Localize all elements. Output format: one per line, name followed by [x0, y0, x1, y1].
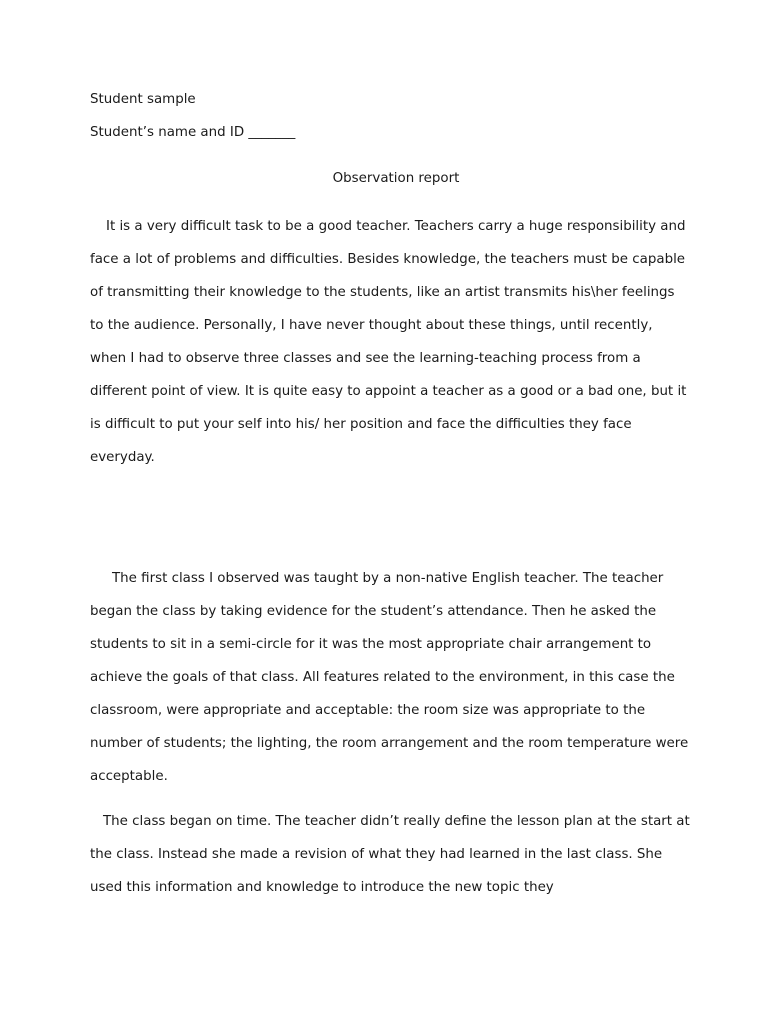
paragraph-first-class: The first class I observed was taught by a non-native English teacher. The teacher began the class by taking evidence for the student’s attendance. Then he asked the students to sit in a semi-circle for it was the most appropriate chair arrangement to achieve the goals of that class. All features related to the environment, in this case the classroom, were appropriate and acceptable: the room size was appropriate to the number of students; the lighting, the room arrangement and the room temperature were acceptable. [90, 571, 689, 784]
document-body [90, 91, 690, 904]
report-title: Observation report [332, 171, 460, 186]
paragraph-class-began: The class began on time. The teacher didn’t really define the lesson plan at the start at the class. Instead she made a revision of what they had learned in the last class. She used this information and knowledge to introduce the new topic they [90, 814, 690, 895]
student-name-id-line: Student’s name and ID _______ [90, 125, 296, 140]
paragraph-intro: It is a very difficult task to be a good teacher. Teachers carry a huge responsibility and face a lot of problems and difficulties. Besides knowledge, the teachers must be capable of transmitting their knowledge to the students, like an artist transmits his\her feelings to the audience. Personally, I have never thought about these things, until recently, when I had to observe three classes and see the learning-teaching process from a different point of view. It is quite easy to appoint a teacher as a good or a bad one, but it is difficult to put your self into his/ her position and face the difficulties they face everyday. [90, 219, 687, 465]
document-label: Student sample [90, 92, 196, 107]
section-spacer [90, 474, 690, 562]
